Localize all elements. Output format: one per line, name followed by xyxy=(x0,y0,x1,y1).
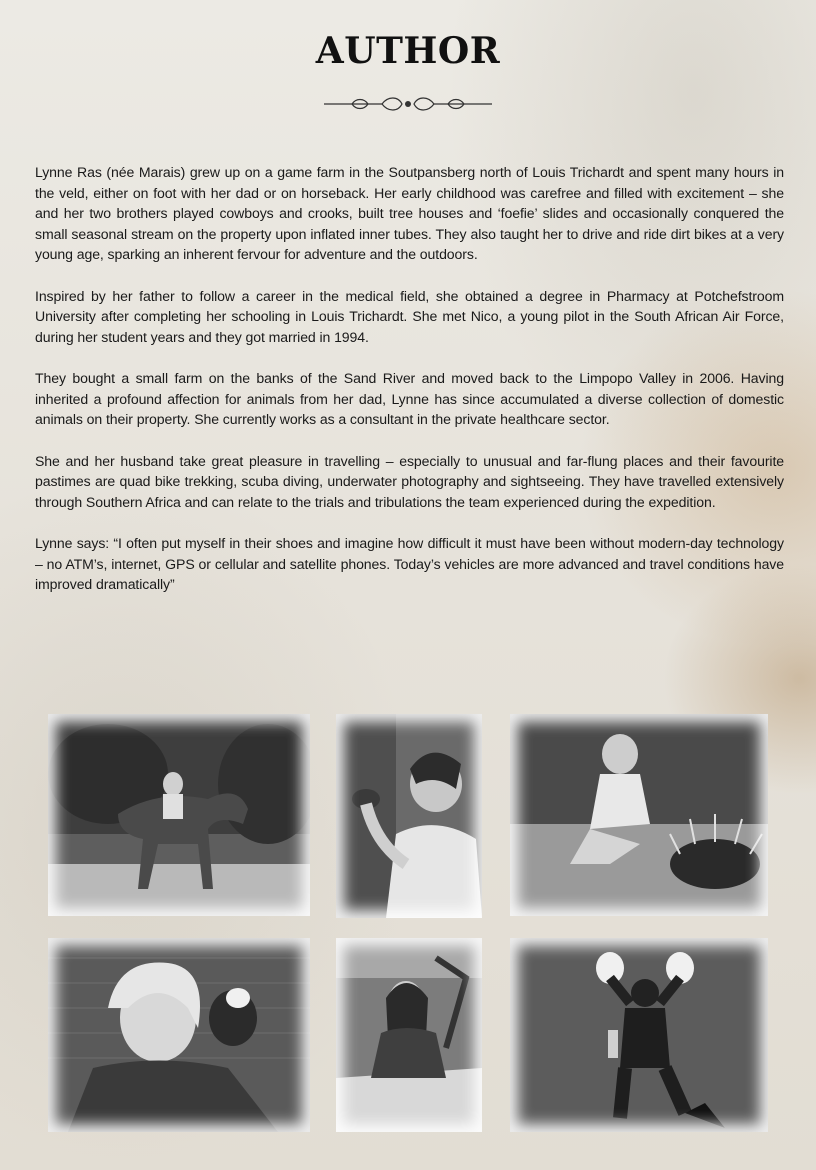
photo-woman-with-small-animal xyxy=(336,714,482,918)
divider-ornament-icon xyxy=(322,92,494,116)
paragraph-1: Lynne Ras (née Marais) grew up on a game farm in the Soutpansberg north of Louis Trichardt and spent many hours in the veld, either on foot with her dad or on horseback. Her early childhood was carefree and filled with excitement – she and her two brothers played cowboys and crooks, built tree houses and ‘foefie’ slides and occasionally conquered the small seasonal stream on the property upon inflated inner tubes. They also taught her to drive and ride dirt bikes at a very young age, sparking an inherent fervour for adventure and the outdoors. xyxy=(35,164,784,262)
biography-text xyxy=(35,162,784,616)
paragraph-4: She and her husband take great pleasure in travelling – especially to unusual and far-flung places and their favourite pastimes are quad bike trekking, scuba diving, underwater photography and sightseeing. They have travelled extensively through Southern Africa and can relate to the trials and tribulations the team experienced during the expedition. xyxy=(35,452,784,510)
photo-woman-in-cockpit xyxy=(336,938,482,1132)
paragraph-2: Inspired by her father to follow a career in the medical field, she obtained a degree in Pharmacy at Potchefstroom University after completing her schooling in Louis Trichardt. She met Nico, a young pilot in the South African Air Force, during her student years and they got married in 1994. xyxy=(35,287,784,345)
paragraph-5: Lynne says: “I often put myself in their shoes and imagine how difficult it must have been without modern-day technology – no ATM’s, internet, GPS or cellular and satellite phones. Today’s vehicles are more advanced and travel conditions have improved dramatically” xyxy=(35,535,784,592)
photo-woman-with-goat xyxy=(48,938,310,1132)
photo-girl-on-horse xyxy=(48,714,310,916)
page-title: AUTHOR xyxy=(315,30,501,72)
photo-scuba-diver xyxy=(510,938,768,1132)
paragraph-3: They bought a small farm on the banks of the Sand River and moved back to the Limpopo Valley in 2006. Having inherited a profound affection for animals from her dad, Lynne has since accumulated a diverse collection of domestic animals on their property. She currently works as a consultant in the private healthcare sector. xyxy=(35,370,784,427)
photo-woman-with-porcupine xyxy=(510,714,768,916)
